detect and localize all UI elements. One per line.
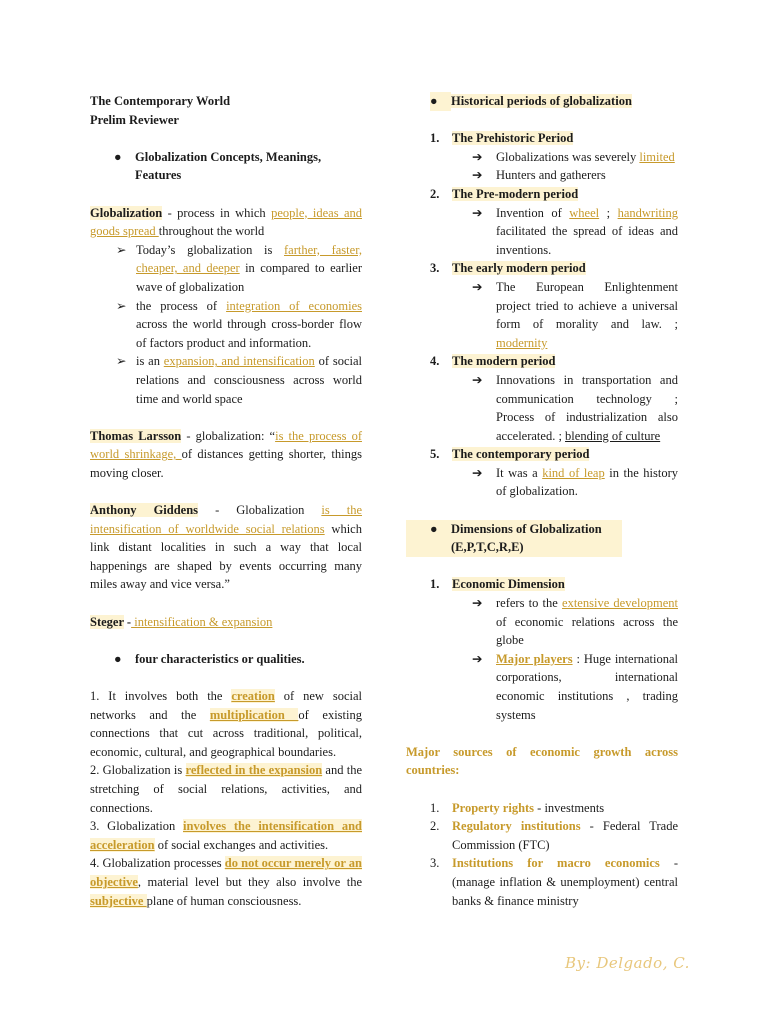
source-item: 3. Institutions for macro economics - (manage inflation & unemployment) central banks & finance ministry	[430, 856, 678, 908]
arrow-icon: ➔	[472, 168, 483, 183]
arrow-icon: ➔	[472, 596, 483, 611]
bullet-icon: ●	[430, 521, 438, 536]
sources-heading: Major sources of economic growth across countries:	[406, 744, 678, 778]
arrow-icon: ➔	[472, 205, 483, 220]
characteristic-1: 1. It involves both the creation of new social networks and the multiplication of existing connections that cut across traditional, political, economic, cultural, and geographical boundaries.	[90, 689, 362, 759]
arrow-bullet-icon: ➢	[116, 354, 127, 369]
list-item: ➔ Invention of wheel ; handwriting facilitated the spread of ideas and inventions.	[406, 204, 678, 260]
bullet-icon: ●	[430, 92, 451, 111]
doc-title: The Contemporary World	[90, 94, 231, 108]
period-5: 5. The contemporary period	[430, 447, 590, 462]
list-item: ➔ refers to the extensive development of economic relations across the globe	[406, 594, 678, 650]
arrow-bullet-icon: ➢	[116, 298, 127, 313]
arrow-icon: ➔	[472, 372, 483, 387]
dimension-economic: 1. Economic Dimension	[430, 577, 565, 592]
larsson-definition: Thomas Larsson - globalization: “is the process of world shrinkage, of distances getting shorter, things moving closer.	[90, 428, 362, 480]
list-item: ➔ Globalizations was severely limited	[406, 148, 678, 167]
list-item: ➔ The European Enlightenment project tried to achieve a universal form of morality and law. ; modernity	[406, 278, 678, 352]
source-item: 2. Regulatory institutions - Federal Trade Commission (FTC)	[430, 819, 679, 852]
list-item: ➔ Innovations in transportation and communication technology ; Process of industrialization also accelerated. ; blending of culture	[406, 371, 678, 445]
author-signature: By: Delgado, C.	[565, 954, 690, 972]
heading-historical-periods: ● Historical periods of globalization	[406, 92, 678, 111]
bullet-icon: ●	[114, 149, 122, 164]
bullet-icon: ●	[114, 651, 122, 666]
list-item: ➔ Major players : Huge international corporations, international economic institutions , trading systems	[406, 650, 678, 724]
heading-four-characteristics: ● four characteristics or qualities.	[90, 650, 362, 669]
globalization-definition: Globalization - process in which people, ideas and goods spread throughout the world	[90, 205, 362, 239]
period-3: 3. The early modern period	[430, 261, 586, 276]
right-column	[406, 92, 678, 910]
term-globalization: Globalization	[90, 205, 163, 220]
characteristic-4: 4. Globalization processes do not occur merely or an objective, material level but they also involve the subjective plane of human consciousness.	[90, 856, 363, 908]
doc-subtitle: Prelim Reviewer	[90, 112, 179, 127]
period-4: 4. The modern period	[430, 354, 556, 369]
steger-definition: Steger - intensification & expansion	[90, 614, 273, 629]
period-1: 1. The Prehistoric Period	[430, 131, 574, 146]
source-item: 1. Property rights - investments	[430, 800, 605, 815]
heading-dimensions: ● Dimensions of Globalization (E,P,T,C,R,E)	[406, 520, 622, 557]
list-item: ➢ Today’s globalization is farther, faster, cheaper, and deeper in compared to earlier wave of globalization	[90, 241, 362, 297]
characteristic-3: 3. Globalization involves the intensification and acceleration of social exchanges and activities.	[90, 819, 362, 852]
arrow-icon: ➔	[472, 465, 483, 480]
period-2: 2. The Pre-modern period	[430, 186, 579, 201]
characteristic-2: 2. Globalization is reflected in the expansion and the stretching of social relations, activities, and connections.	[90, 763, 362, 815]
arrow-icon: ➔	[472, 149, 483, 164]
link-people-ideas: people, ideas and goods spread	[90, 205, 362, 239]
arrow-bullet-icon: ➢	[116, 242, 127, 257]
list-item: ➔ It was a kind of leap in the history of globalization.	[406, 464, 678, 501]
arrow-icon: ➔	[472, 279, 483, 294]
list-item: ➢ the process of integration of economies across the world through cross-border flow of factors product and information.	[90, 297, 362, 353]
left-column	[90, 92, 362, 910]
giddens-definition: Anthony Giddens - Globalization is the intensification of worldwide social relations which link distant localities in such a way that local happenings are shaped by events occurring many miles away and vice versa.”	[90, 503, 363, 592]
arrow-icon: ➔	[472, 651, 483, 666]
heading-globalization-concepts: ● Globalization Concepts, Meanings, Features	[90, 148, 362, 185]
list-item: ➔ Hunters and gatherers	[406, 166, 678, 185]
list-item: ➢ is an expansion, and intensification of social relations and consciousness across world time and world space	[90, 352, 362, 408]
